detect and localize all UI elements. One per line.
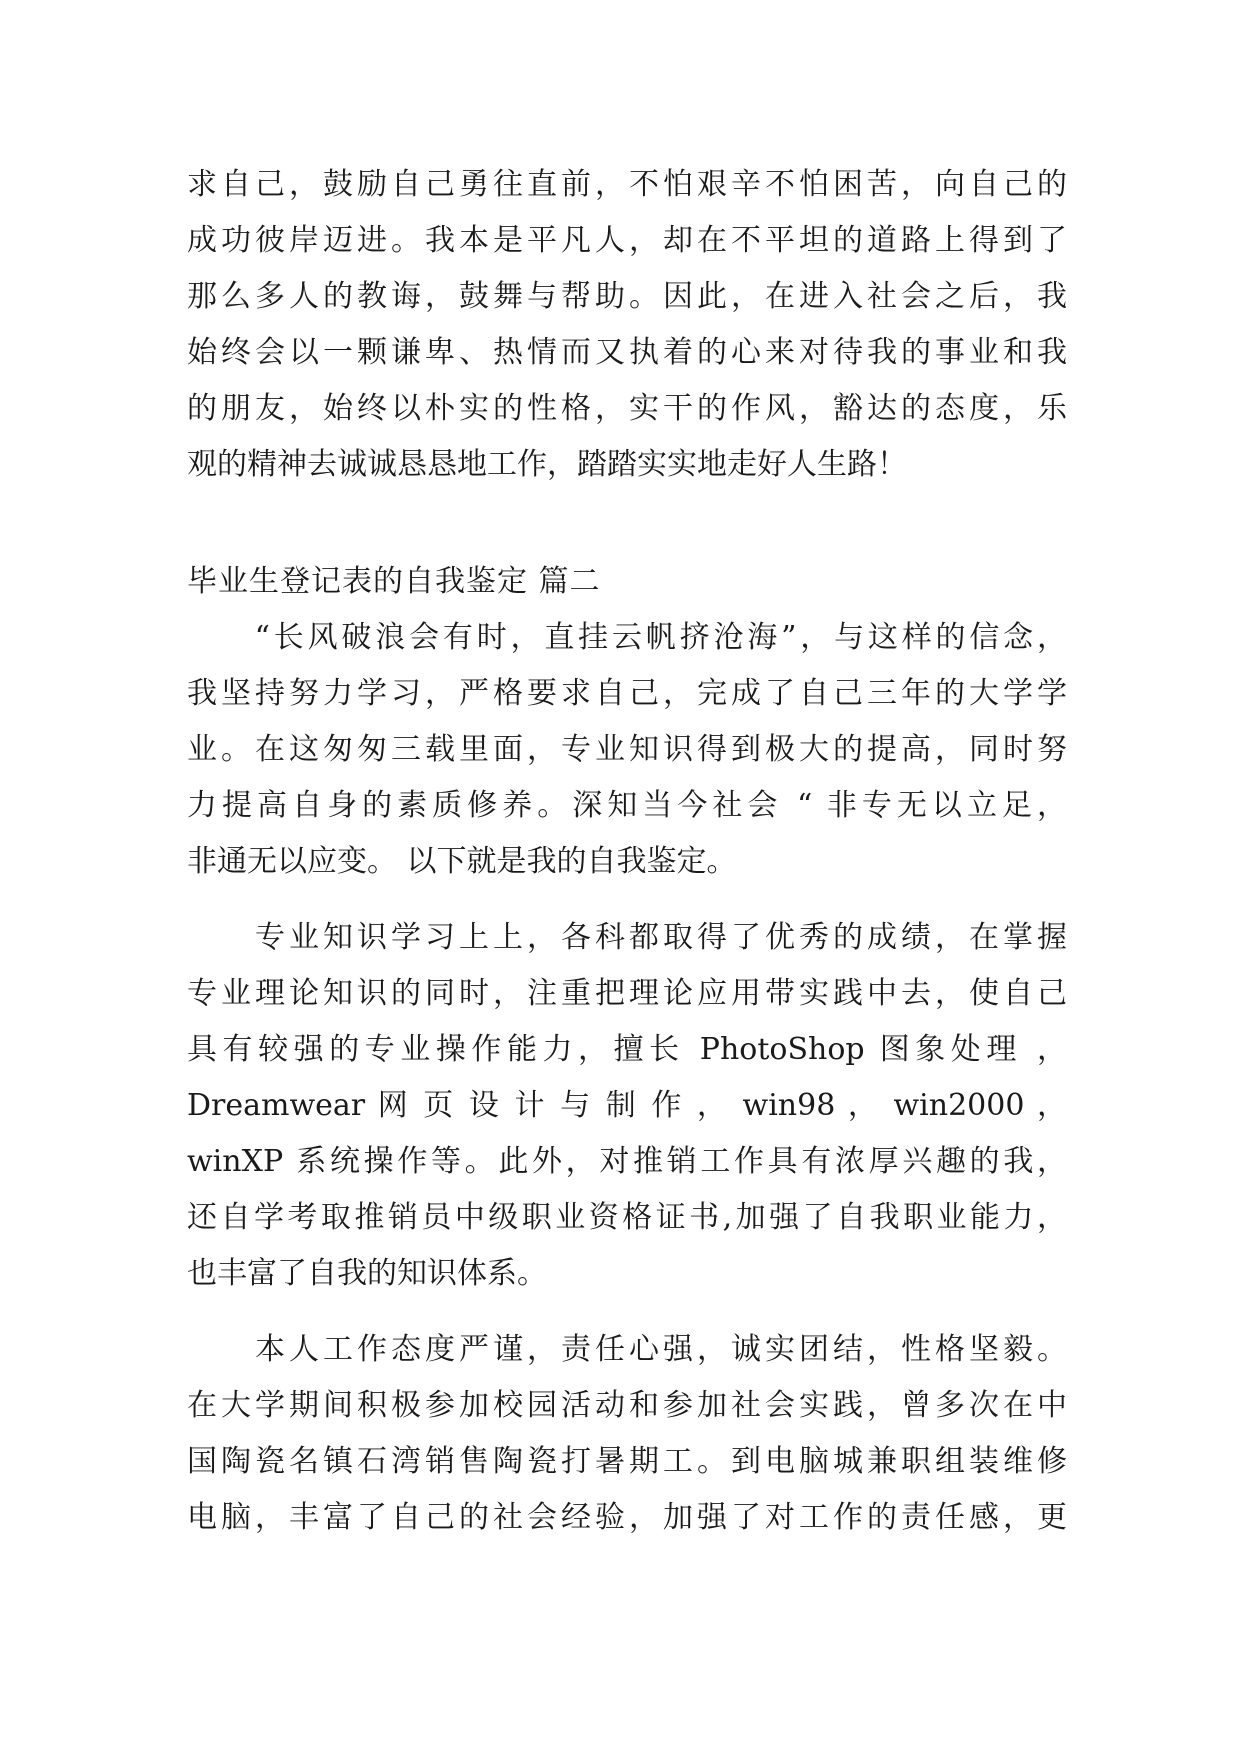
paragraph-line: 国陶瓷名镇石湾销售陶瓷打暑期工。到电脑城兼职组装维修 xyxy=(187,1444,1067,1479)
paragraph-line: 观的精神去诚诚恳恳地工作，踏踏实实地走好人生路！ xyxy=(187,447,907,482)
paragraph-line: 本人工作态度严谨，责任心强，诚实团结，性格坚毅。 xyxy=(187,1332,1067,1367)
paragraph-line: 电脑，丰富了自己的社会经验，加强了对工作的责任感，更 xyxy=(187,1500,1067,1535)
paragraph-line: 成功彼岸迈进。我本是平凡人，却在不平坦的道路上得到了 xyxy=(187,223,1067,258)
paragraph-line: 还自学考取推销员中级职业资格证书,加强了自我职业能力， xyxy=(187,1200,1067,1235)
paragraph-line: 也丰富了自我的知识体系。 xyxy=(187,1256,547,1291)
paragraph-line: 始终会以一颗谦卑、热情而又执着的心来对待我的事业和我 xyxy=(187,335,1067,370)
paragraph-line: 非通无以应变。 以下就是我的自我鉴定。 xyxy=(187,844,737,879)
paragraph-line: winXP 系统操作等。此外，对推销工作具有浓厚兴趣的我， xyxy=(187,1144,1067,1179)
paragraph-line: 专业知识学习上上，各科都取得了优秀的成绩，在掌握 xyxy=(187,920,1067,955)
paragraph-line: 业。在这匆匆三载里面，专业知识得到极大的提高，同时努 xyxy=(187,732,1067,767)
paragraph-line: 那么多人的教诲，鼓舞与帮助。因此，在进入社会之后，我 xyxy=(187,279,1067,314)
paragraph-line: 在大学期间积极参加校园活动和参加社会实践，曾多次在中 xyxy=(187,1388,1067,1423)
section-heading: 毕业生登记表的自我鉴定 篇二 xyxy=(187,564,601,599)
paragraph-line: 我坚持努力学习，严格要求自己，完成了自己三年的大学学 xyxy=(187,676,1067,711)
paragraph-line: 求自己，鼓励自己勇往直前，不怕艰辛不怕困苦，向自己的 xyxy=(187,167,1067,202)
paragraph-line: Dreamwear 网 页 设 计 与 制 作 ， win98 ， win2000 ， xyxy=(187,1088,1067,1123)
paragraph-line: 的朋友，始终以朴实的性格，实干的作风，豁达的态度，乐 xyxy=(187,391,1067,426)
paragraph-line: 专业理论知识的同时，注重把理论应用带实践中去，使自己 xyxy=(187,976,1067,1011)
paragraph-line: 力提高自身的素质修养。深知当今社会 “ 非专无以立足， xyxy=(187,788,1067,823)
paragraph-line: 具有较强的专业操作能力，擅长 PhotoShop 图象处理 ， xyxy=(187,1032,1067,1067)
paragraph-line: “长风破浪会有时，直挂云帆挤沧海”，与这样的信念， xyxy=(187,620,1067,655)
